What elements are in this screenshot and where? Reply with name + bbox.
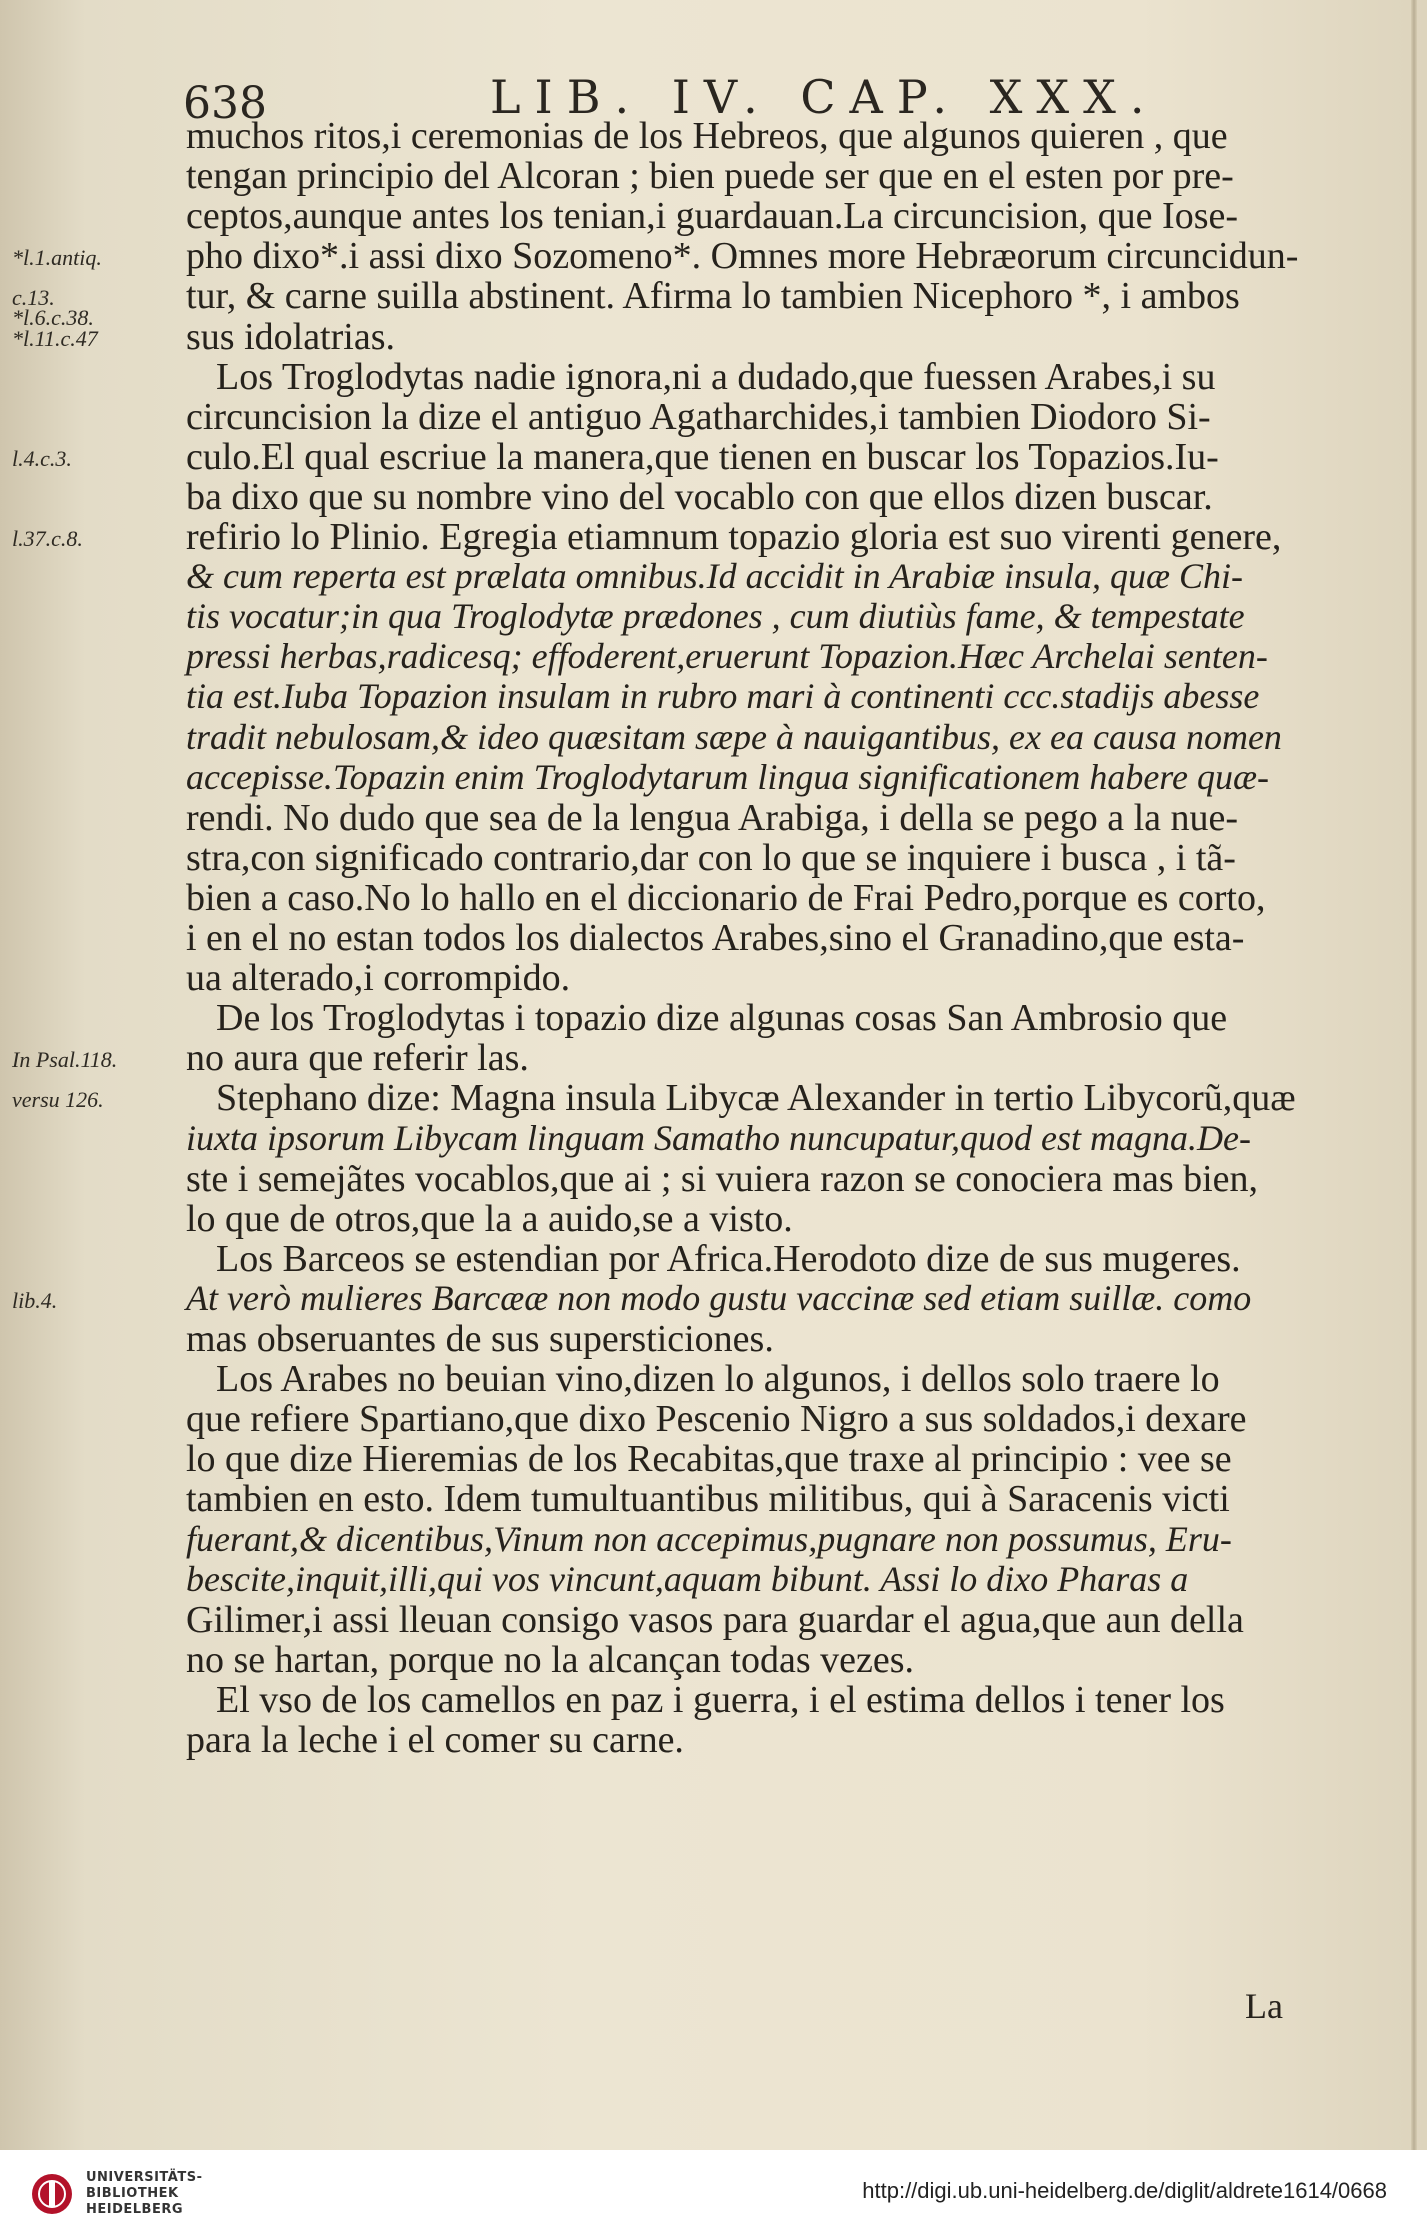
- text-line: tur, & carne suilla abstinent. Afirma lo tambien Nicephoro *, i ambos: [186, 275, 1240, 318]
- margin-note: l.37.c.8.: [12, 526, 83, 551]
- library-name-line3: HEIDELBERG: [86, 2202, 184, 2217]
- text-line: & cum reperta est prælata omnibus.Id accidit in Arabiæ insula, quæ Chi-: [186, 556, 1243, 597]
- text-line: ba dixo que su nombre vino del vocablo con que ellos dizen buscar.: [186, 475, 1213, 518]
- text-line: refirio lo Plinio. Egregia etiamnum topazio gloria est suo virenti genere,: [186, 516, 1282, 558]
- text-line: tradit nebulosam,& ideo quæsitam sæpe à nauigantibus, ex ea causa nomen: [186, 716, 1282, 757]
- text-line: lo que de otros,que la a auido,se a visto.: [186, 1197, 793, 1240]
- text-line: mas obseruantes de sus supersticiones.: [186, 1318, 774, 1360]
- text-line: que refiere Spartiano,que dixo Pescenio Nigro a sus soldados,i dexare: [186, 1398, 1247, 1441]
- footer-bar: [0, 2150, 1427, 2234]
- text-line: De los Troglodytas i topazio dize algunas cosas San Ambrosio que: [216, 997, 1228, 1040]
- margin-note: *l.6.c.38.: [12, 305, 94, 331]
- text-line: stra,con significado contrario,dar con lo que se inquiere i busca , i tã-: [186, 836, 1236, 879]
- catchword: La: [1245, 1986, 1283, 2026]
- running-head: LIB. IV. CAP. XXX.: [490, 70, 1159, 124]
- margin-note: *l.1.antiq.: [12, 245, 102, 271]
- text-line: i en el no estan todos los dialectos Arabes,sino el Granadino,que esta-: [186, 917, 1245, 959]
- text-line: tis vocatur;in qua Troglodytæ prædones , cum diutiùs fame, & tempestate: [186, 596, 1245, 637]
- text-line: ste i semejãtes vocablos,que ai ; si vuiera razon se conociera mas bien,: [186, 1157, 1259, 1200]
- page-number: 638: [183, 78, 267, 129]
- text-line: Los Troglodytas nadie ignora,ni a dudado,que fuessen Arabes,i su: [216, 355, 1216, 398]
- text-line: rendi. No dudo que sea de la lengua Arabiga, i della se pego a la nue-: [186, 796, 1239, 839]
- text-line: ua alterado,i corrompido.: [186, 957, 571, 1000]
- text-line: Los Arabes no beuian vino,dizen lo algunos, i dellos solo traere lo: [216, 1358, 1220, 1401]
- text-line: muchos ritos,i ceremonias de los Hebreos, que algunos quieren , que: [186, 115, 1228, 157]
- text-line: Los Barceos se estendian por Africa.Herodoto dize de sus mugeres.: [216, 1237, 1241, 1280]
- margin-note: In Psal.118.: [12, 1047, 118, 1073]
- text-line: El vso de los camellos en paz i guerra, i el estima dellos i tener los: [216, 1678, 1225, 1721]
- margin-note: *l.11.c.47: [12, 325, 98, 351]
- library-name-line1: UNIVERSITÄTS-: [86, 2170, 203, 2185]
- text-line: para la leche i el comer su carne.: [186, 1719, 684, 1761]
- text-line: fuerant,& dicentibus,Vinum non accepimus,pugnare non possumus, Eru-: [186, 1518, 1232, 1559]
- text-line: culo.El qual escriue la manera,que tienen en buscar los Topazios.Iu-: [186, 435, 1219, 478]
- margin-note: c.13.: [12, 285, 55, 311]
- text-line: circuncision la dize el antiguo Agatharchides,i tambien Diodoro Si-: [186, 395, 1211, 438]
- text-line: Stephano dize: Magna insula Libycæ Alexander in tertio Libycorũ,quæ: [216, 1077, 1296, 1120]
- text-line: tambien en esto. Idem tumultuantibus militibus, qui à Saracenis victi: [186, 1478, 1230, 1521]
- text-line: At verò mulieres Barcææ non modo gustu vaccinæ sed etiam suillæ. como: [186, 1277, 1252, 1318]
- text-line: bien a caso.No lo hallo en el diccionario de Frai Pedro,porque es corto,: [186, 876, 1266, 919]
- text-line: sus idolatrias.: [186, 315, 395, 358]
- text-line: lo que dize Hieremias de los Recabitas,que traxe al principio : vee se: [186, 1438, 1232, 1481]
- margin-note: l.4.c.3.: [12, 445, 72, 471]
- text-line: Gilimer,i assi lleuan consigo vasos para guardar el agua,que aun della: [186, 1598, 1244, 1641]
- text-line: pressi herbas,radicesq; effoderent,eruerunt Topazion.Hæc Archelai senten-: [186, 636, 1268, 677]
- text-line: no se hartan, porque no la alcançan todas vezes.: [186, 1638, 915, 1681]
- text-line: tengan principio del Alcoran ; bien puede ser que en el esten por pre-: [186, 155, 1234, 198]
- text-line: accepisse.Topazin enim Troglodytarum lingua significationem habere quæ-: [186, 756, 1269, 797]
- university-seal-icon: [30, 2172, 74, 2216]
- page-edge: [1411, 0, 1417, 2234]
- text-line: ceptos,aunque antes los tenian,i guardauan.La circuncision, que Iose-: [186, 195, 1239, 238]
- text-line: iuxta ipsorum Libycam linguam Samatho nuncupatur,quod est magna.De-: [186, 1117, 1251, 1158]
- library-name-line2: BIBLIOTHEK: [86, 2186, 179, 2201]
- permalink-url[interactable]: http://digi.ub.uni-heidelberg.de/diglit/aldrete1614/0668: [862, 2178, 1387, 2203]
- text-line: pho dixo*.i assi dixo Sozomeno*. Omnes more Hebræorum circuncidun-: [186, 235, 1299, 278]
- text-line: no aura que referir las.: [186, 1037, 529, 1080]
- margin-note: lib.4.: [12, 1287, 58, 1313]
- margin-note: versu 126.: [12, 1087, 104, 1113]
- text-line: tia est.Iuba Topazion insulam in rubro mari à continenti ccc.stadijs abesse: [186, 676, 1260, 717]
- text-line: bescite,inquit,illi,qui vos vincunt,aquam bibunt. Assi lo dixo Pharas a: [186, 1558, 1189, 1599]
